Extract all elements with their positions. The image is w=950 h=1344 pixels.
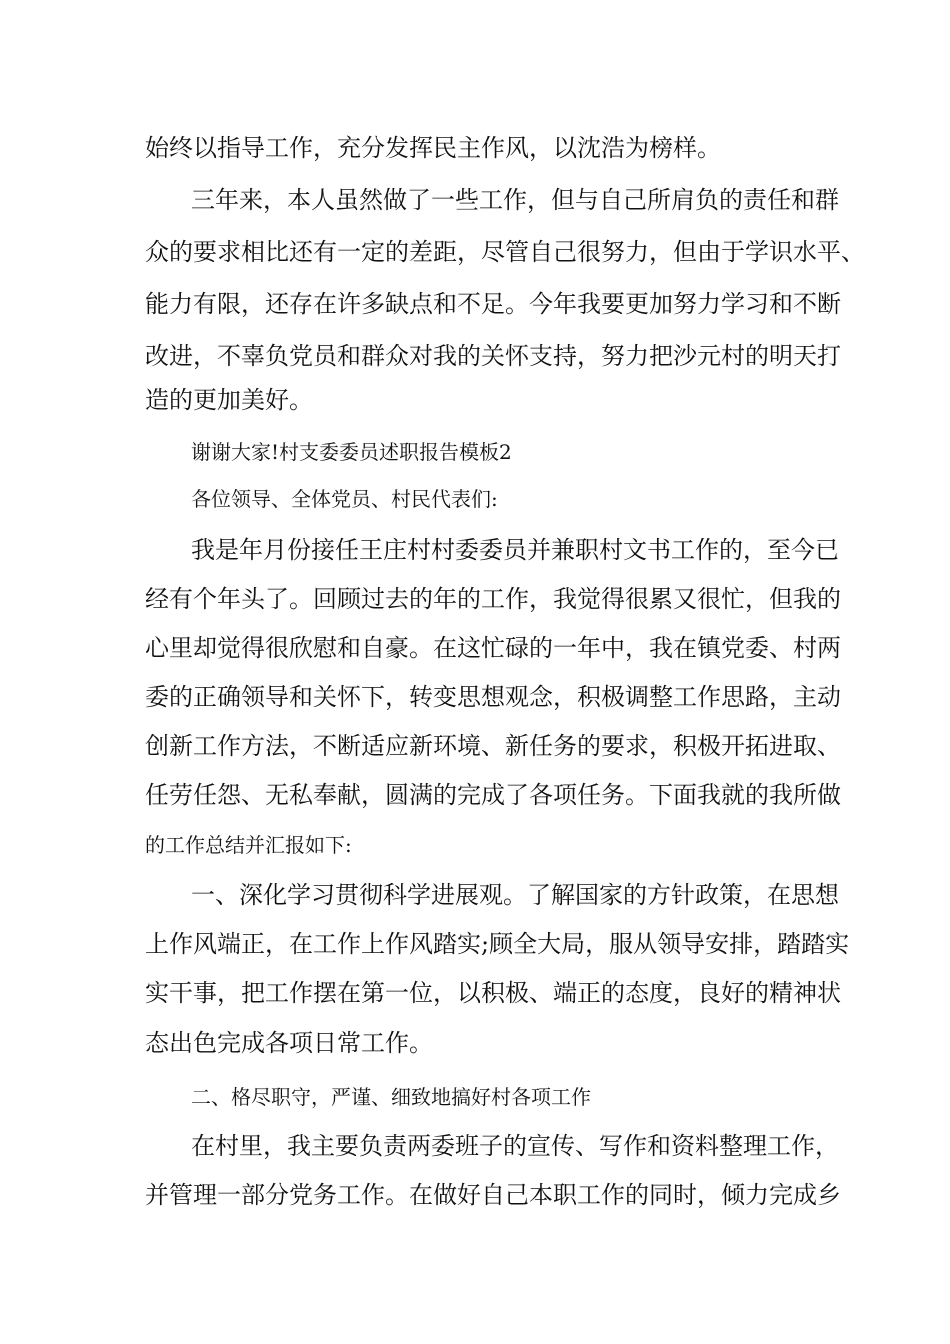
text-line: 任劳任怨、无私奉献，圆满的完成了各项任务。下面我就的我所做 [145,781,841,809]
text-line: 造的更加美好。 [145,386,313,414]
text-line: 创新工作方法，不断适应新环境、新任务的要求，积极开拓进取、 [145,732,841,760]
text-line: 改进，不辜负党员和群众对我的关怀支持，努力把沙元村的明天打 [145,342,841,370]
text-line: 的工作总结并汇报如下: [145,833,352,857]
text-line: 能力有限，还存在许多缺点和不足。今年我要更加努力学习和不断 [145,290,841,318]
text-line: 心里却觉得很欣慰和自豪。在这忙碌的一年中，我在镇党委、村两 [145,634,841,662]
text-line: 实干事，把工作摆在第一位，以积极、端正的态度，良好的精神状 [145,979,841,1007]
paragraph-line: 一、深化学习贯彻科学进展观。了解国家的方针政策，在思想 [191,881,839,909]
text-line: 始终以指导工作，充分发挥民主作风，以沈浩为榜样。 [145,134,721,162]
greeting-line: 各位领导、全体党员、村民代表们: [191,487,498,511]
text-line: 上作风端正，在工作上作风踏实;顾全大局，服从领导安排，踏踏实 [145,930,850,958]
paragraph-line: 在村里，我主要负责两委班子的宣传、写作和资料整理工作， [191,1132,839,1160]
section-title: 谢谢大家!村支委委员述职报告模板2 [191,440,512,464]
section-title: 二、格尽职守，严谨、细致地搞好村各项工作 [191,1085,591,1109]
text-line: 众的要求相比还有一定的差距，尽管自己很努力，但由于学识水平、 [145,238,865,266]
text-line: 态出色完成各项日常工作。 [145,1029,433,1057]
paragraph-line: 我是年月份接任王庄村村委委员并兼职村文书工作的，至今已 [191,536,839,564]
text-line: 经有个年头了。回顾过去的年的工作，我觉得很累又很忙，但我的 [145,585,841,613]
paragraph-line: 三年来，本人虽然做了一些工作，但与自己所肩负的责任和群 [191,186,839,214]
text-line: 并管理一部分党务工作。在做好自己本职工作的同时，倾力完成乡 [145,1181,841,1209]
text-line: 委的正确领导和关怀下，转变思想观念，积极调整工作思路，主动 [145,683,841,711]
